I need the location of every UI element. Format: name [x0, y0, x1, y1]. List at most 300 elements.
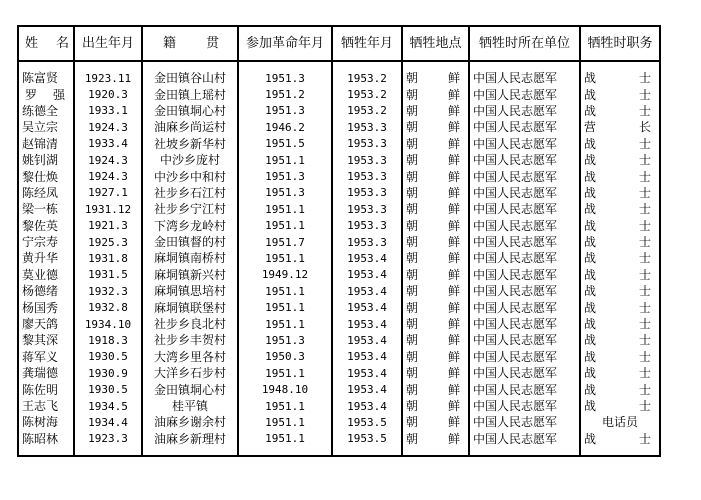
- cell-name: 黄升华: [18, 250, 74, 266]
- cell-unit: 中国人民志愿军: [469, 201, 580, 217]
- cell-name: [18, 86, 74, 102]
- spacer-cell: [580, 61, 660, 70]
- spread-char: 鲜: [447, 284, 460, 299]
- cell-joined: 1951.1: [238, 283, 332, 299]
- cell-unit: 中国人民志愿军: [469, 234, 580, 250]
- cell-name: 黎仕焕: [18, 168, 74, 184]
- cell-place: [402, 119, 469, 135]
- spread-char: 士: [638, 103, 651, 118]
- spread-char: 战: [584, 136, 597, 151]
- spread-char: 朝: [406, 399, 419, 413]
- cell-place-spread: [403, 269, 468, 281]
- cell-position-spread: [581, 121, 659, 133]
- cell-joined: 1951.7: [238, 234, 332, 250]
- cell-origin: 社步乡宁江村: [142, 201, 238, 217]
- cell-died: 1953.5: [332, 414, 402, 430]
- cell-died: 1953.4: [332, 283, 402, 299]
- cell-position: [580, 185, 660, 201]
- spread-char: 士: [638, 366, 651, 381]
- spread-char: 朝: [406, 120, 419, 135]
- cell-place: [402, 250, 469, 266]
- cell-position-spread: [581, 269, 659, 281]
- cell-origin: 大洋乡石步村: [142, 365, 238, 381]
- cell-place: [402, 70, 469, 86]
- cell-name: 陈昭林: [18, 431, 74, 447]
- cell-place-spread: [403, 367, 468, 379]
- cell-position-spread: [581, 138, 659, 150]
- cell-origin: 油麻乡谢余村: [142, 414, 238, 430]
- cell-place: [402, 381, 469, 397]
- spread-char: 战: [584, 251, 597, 266]
- cell-position-spread: [581, 252, 659, 264]
- cell-position-spread: [581, 318, 659, 330]
- cell-birth: 1931.5: [74, 267, 142, 283]
- spacer-cell: [469, 61, 580, 70]
- header-row: [18, 26, 660, 61]
- spread-char: 战: [584, 153, 597, 168]
- cell-died: 1953.4: [332, 349, 402, 365]
- cell-place-spread: [403, 384, 468, 396]
- cell-birth: 1931.8: [74, 250, 142, 266]
- cell-position: [580, 431, 660, 447]
- cell-origin: 麻垌镇思培村: [142, 283, 238, 299]
- spread-char: 罗: [25, 87, 38, 102]
- cell-origin: 麻垌镇新兴村: [142, 267, 238, 283]
- spread-char: 朝: [406, 71, 419, 86]
- spacer-cell: [74, 447, 142, 456]
- table-row: [18, 398, 660, 414]
- spread-char: 士: [638, 399, 651, 413]
- cell-place: [402, 431, 469, 447]
- spread-char: 朝: [406, 202, 419, 217]
- spread-char: 朝: [406, 349, 419, 364]
- cell-place-spread: [403, 89, 468, 101]
- spacer-cell: [580, 447, 660, 456]
- cell-place-spread: [403, 285, 468, 297]
- cell-name: 吴立宗: [18, 119, 74, 135]
- cell-died: 1953.4: [332, 365, 402, 381]
- cell-unit: 中国人民志愿军: [469, 414, 580, 430]
- spread-char: 士: [638, 235, 651, 250]
- cell-position: [580, 381, 660, 397]
- spacer-cell: [74, 61, 142, 70]
- spread-char: 士: [638, 431, 651, 446]
- spread-char: 朝: [406, 185, 419, 200]
- table-row: [18, 316, 660, 332]
- spread-char: 朝: [406, 366, 419, 381]
- cell-place: [402, 332, 469, 348]
- spread-char: 鲜: [447, 267, 460, 282]
- cell-place: [402, 398, 469, 414]
- spread-char: 士: [638, 251, 651, 266]
- spacer-cell: [332, 61, 402, 70]
- spread-char: 鲜: [447, 251, 460, 266]
- cell-joined: 1951.5: [238, 136, 332, 152]
- cell-died: 1953.3: [332, 201, 402, 217]
- cell-position-spread: [581, 220, 659, 232]
- cell-died: 1953.3: [332, 218, 402, 234]
- table-row: [18, 250, 660, 266]
- cell-position-spread: [581, 89, 659, 101]
- cell-joined: 1951.1: [238, 316, 332, 332]
- table-row: [18, 185, 660, 201]
- spread-char: 朝: [406, 317, 419, 332]
- spread-char: 朝: [406, 284, 419, 299]
- spread-char: 士: [638, 153, 651, 168]
- cell-unit: 中国人民志愿军: [469, 365, 580, 381]
- cell-place: [402, 185, 469, 201]
- spread-char: 战: [584, 333, 597, 348]
- spread-char: 鲜: [447, 185, 460, 200]
- table-row: [18, 283, 660, 299]
- cell-place-spread: [403, 400, 468, 412]
- cell-place: [402, 168, 469, 184]
- cell-place: [402, 349, 469, 365]
- cell-origin: 桂平镇: [142, 398, 238, 414]
- spread-char: 鲜: [447, 71, 460, 86]
- cell-position: [580, 267, 660, 283]
- spread-char: 战: [584, 202, 597, 217]
- spread-char: 鲜: [447, 153, 460, 168]
- spread-char: 朝: [406, 136, 419, 151]
- cell-unit: 中国人民志愿军: [469, 250, 580, 266]
- cell-place: [402, 365, 469, 381]
- cell-place-spread: [403, 187, 468, 199]
- cell-died: 1953.2: [332, 103, 402, 119]
- cell-position: [580, 218, 660, 234]
- cell-position-spread: [581, 154, 659, 166]
- cell-birth: 1924.3: [74, 119, 142, 135]
- cell-position-spread: [581, 285, 659, 297]
- cell-died: 1953.4: [332, 267, 402, 283]
- cell-birth: 1931.12: [74, 201, 142, 217]
- table-row: [18, 152, 660, 168]
- spread-char: 朝: [406, 235, 419, 250]
- cell-unit: 中国人民志愿军: [469, 349, 580, 365]
- spread-char: 朝: [406, 382, 419, 397]
- spread-char: 名: [55, 36, 69, 51]
- cell-died: 1953.3: [332, 152, 402, 168]
- cell-joined: 1950.3: [238, 349, 332, 365]
- cell-unit: 中国人民志愿军: [469, 119, 580, 135]
- table-row: [18, 86, 660, 102]
- cell-place-spread: [403, 105, 468, 117]
- cell-joined: 1951.1: [238, 250, 332, 266]
- spread-char: 朝: [406, 300, 419, 315]
- cell-position: [580, 283, 660, 299]
- cell-died: 1953.4: [332, 332, 402, 348]
- cell-unit: 中国人民志愿军: [469, 70, 580, 86]
- cell-birth: 1924.3: [74, 152, 142, 168]
- cell-origin: 中沙乡庞村: [142, 152, 238, 168]
- spread-char: 鲜: [447, 120, 460, 135]
- cell-origin: 金田镇谷山村: [142, 70, 238, 86]
- cell-position: [580, 349, 660, 365]
- cell-unit: 中国人民志愿军: [469, 381, 580, 397]
- cell-died: 1953.3: [332, 168, 402, 184]
- cell-place-spread: [403, 318, 468, 330]
- cell-origin: 中沙乡中和村: [142, 168, 238, 184]
- spread-char: 士: [638, 333, 651, 348]
- spread-char: 鲜: [447, 399, 460, 413]
- cell-place-spread: [403, 252, 468, 264]
- cell-name: 陈树海: [18, 414, 74, 430]
- spread-char: 朝: [406, 153, 419, 168]
- cell-joined: 1951.1: [238, 218, 332, 234]
- spread-char: 鲜: [447, 300, 460, 315]
- spread-char: 战: [584, 71, 597, 86]
- cell-died: 1953.4: [332, 250, 402, 266]
- table-row: [18, 119, 660, 135]
- cell-origin: 麻垌镇南桥村: [142, 250, 238, 266]
- spread-char: 姓: [25, 36, 39, 51]
- cell-name: 廖天鸽: [18, 316, 74, 332]
- cell-place: [402, 234, 469, 250]
- cell-died: 1953.3: [332, 136, 402, 152]
- spread-char: 战: [584, 349, 597, 364]
- cell-name: 王志飞: [18, 398, 74, 414]
- spread-char: 强: [52, 87, 65, 102]
- cell-name: 宁宗寿: [18, 234, 74, 250]
- cell-joined: 1951.1: [238, 201, 332, 217]
- cell-place-spread: [403, 72, 468, 84]
- spread-char: 战: [584, 235, 597, 250]
- cell-origin: 社坡乡新华村: [142, 136, 238, 152]
- cell-birth: 1923.3: [74, 431, 142, 447]
- cell-position-spread: [581, 203, 659, 215]
- cell-name: 龚瑞德: [18, 365, 74, 381]
- spread-char: 鲜: [447, 169, 460, 184]
- cell-birth: 1930.9: [74, 365, 142, 381]
- spread-char: 士: [638, 317, 651, 332]
- spread-char: 朝: [406, 333, 419, 348]
- header-name: [18, 26, 74, 61]
- header-position: 牺牲时职务: [580, 26, 660, 61]
- cell-place: [402, 283, 469, 299]
- cell-place-spread: [403, 351, 468, 363]
- cell-died: 1953.4: [332, 316, 402, 332]
- cell-birth: 1921.3: [74, 218, 142, 234]
- cell-origin: 社步乡丰贺村: [142, 332, 238, 348]
- spacer-cell: [469, 447, 580, 456]
- cell-joined: 1951.3: [238, 70, 332, 86]
- spread-char: 士: [638, 349, 651, 364]
- cell-origin: 金田镇垌心村: [142, 381, 238, 397]
- cell-position-spread: [581, 433, 659, 445]
- spread-char: 战: [584, 284, 597, 299]
- spread-char: 士: [638, 284, 651, 299]
- cell-position: [580, 119, 660, 135]
- cell-died: 1953.3: [332, 119, 402, 135]
- table-row: [18, 70, 660, 86]
- cell-unit: 中国人民志愿军: [469, 185, 580, 201]
- spacer-cell: [18, 61, 74, 70]
- cell-position-spread: [581, 105, 659, 117]
- cell-position: [580, 250, 660, 266]
- cell-name: 梁一栋: [18, 201, 74, 217]
- spread-char: 朝: [406, 431, 419, 446]
- martyr-record-table: [17, 25, 661, 457]
- cell-birth: 1925.3: [74, 234, 142, 250]
- cell-died: 1953.3: [332, 185, 402, 201]
- cell-died: 1953.2: [332, 70, 402, 86]
- cell-place: [402, 136, 469, 152]
- spread-char: 朝: [406, 218, 419, 233]
- cell-place: [402, 218, 469, 234]
- cell-place: [402, 267, 469, 283]
- cell-position-spread: [581, 187, 659, 199]
- table-row: [18, 103, 660, 119]
- spread-char: 士: [638, 382, 651, 397]
- header-name-text: [19, 37, 73, 50]
- cell-unit: 中国人民志愿军: [469, 267, 580, 283]
- cell-place: [402, 299, 469, 315]
- cell-name: 赵锦清: [18, 136, 74, 152]
- cell-birth: 1933.4: [74, 136, 142, 152]
- cell-birth: 1934.5: [74, 398, 142, 414]
- cell-birth: 1934.10: [74, 316, 142, 332]
- spread-char: 士: [638, 202, 651, 217]
- spread-char: 鲜: [447, 415, 460, 430]
- cell-position: [580, 152, 660, 168]
- cell-origin: 金田镇上瑶村: [142, 86, 238, 102]
- cell-origin: 金田镇督的村: [142, 234, 238, 250]
- header-birth: 出生年月: [74, 26, 142, 61]
- spread-char: 鲜: [447, 202, 460, 217]
- cell-place: [402, 86, 469, 102]
- header-place: 牺牲地点: [402, 26, 469, 61]
- cell-joined: 1951.1: [238, 299, 332, 315]
- cell-position: [580, 316, 660, 332]
- cell-birth: 1930.5: [74, 381, 142, 397]
- table-row: [18, 234, 660, 250]
- spread-char: 战: [584, 218, 597, 233]
- header-died: 牺牲年月: [332, 26, 402, 61]
- spread-char: 朝: [406, 103, 419, 118]
- cell-position: [580, 168, 660, 184]
- cell-unit: 中国人民志愿军: [469, 332, 580, 348]
- spread-char: 战: [584, 103, 597, 118]
- spread-char: 朝: [406, 87, 419, 102]
- cell-position-spread: [581, 384, 659, 396]
- cell-unit: 中国人民志愿军: [469, 103, 580, 119]
- cell-joined: 1951.3: [238, 185, 332, 201]
- cell-unit: 中国人民志愿军: [469, 398, 580, 414]
- spread-char: 战: [584, 300, 597, 315]
- spread-char: 鲜: [447, 431, 460, 446]
- cell-position-spread: [581, 72, 659, 84]
- cell-name-spread: [22, 89, 73, 101]
- cell-died: 1953.4: [332, 299, 402, 315]
- cell-position: [580, 70, 660, 86]
- table-row: [18, 267, 660, 283]
- cell-birth: 1933.1: [74, 103, 142, 119]
- cell-name: 杨德绪: [18, 283, 74, 299]
- cell-place: [402, 103, 469, 119]
- cell-joined: 1951.3: [238, 103, 332, 119]
- cell-position-spread: [581, 351, 659, 363]
- cell-joined: 1951.2: [238, 86, 332, 102]
- spread-char: 鲜: [447, 349, 460, 364]
- cell-position: [580, 365, 660, 381]
- cell-place-spread: [403, 302, 468, 314]
- cell-position: [580, 299, 660, 315]
- cell-origin: 社步乡良北村: [142, 316, 238, 332]
- header-joined: 参加革命年月: [238, 26, 332, 61]
- table-top-spacer: [18, 61, 660, 70]
- header-unit: 牺牲时所在单位: [469, 26, 580, 61]
- cell-died: 1953.5: [332, 431, 402, 447]
- cell-joined: 1951.3: [238, 332, 332, 348]
- cell-birth: 1923.11: [74, 70, 142, 86]
- spacer-cell: [142, 61, 238, 70]
- spread-char: 战: [584, 317, 597, 332]
- cell-died: 1953.4: [332, 381, 402, 397]
- cell-unit: 中国人民志愿军: [469, 152, 580, 168]
- cell-name: 陈经凤: [18, 185, 74, 201]
- cell-position: [580, 398, 660, 414]
- cell-place-spread: [403, 121, 468, 133]
- spread-char: 营: [584, 120, 597, 135]
- spread-char: 长: [638, 120, 651, 135]
- cell-origin: 大湾乡里各村: [142, 349, 238, 365]
- table-row: [18, 299, 660, 315]
- spread-char: 士: [638, 71, 651, 86]
- cell-unit: 中国人民志愿军: [469, 136, 580, 152]
- cell-position: [580, 136, 660, 152]
- table-row: [18, 381, 660, 397]
- spacer-cell: [332, 447, 402, 456]
- cell-position: [580, 103, 660, 119]
- table-row: [18, 168, 660, 184]
- cell-name: 黎其深: [18, 332, 74, 348]
- cell-origin: 社步乡石江村: [142, 185, 238, 201]
- header-origin: [142, 26, 238, 61]
- table-row: [18, 414, 660, 430]
- cell-name: 蒋军义: [18, 349, 74, 365]
- cell-position: [580, 201, 660, 217]
- spread-char: 战: [584, 366, 597, 381]
- table-row: [18, 332, 660, 348]
- spacer-cell: [142, 447, 238, 456]
- cell-place-spread: [403, 220, 468, 232]
- spread-char: 士: [638, 185, 651, 200]
- spread-char: 鲜: [447, 136, 460, 151]
- cell-joined: 1951.3: [238, 168, 332, 184]
- cell-position-spread: [581, 302, 659, 314]
- cell-died: 1953.3: [332, 234, 402, 250]
- cell-place: [402, 316, 469, 332]
- spread-char: 士: [638, 169, 651, 184]
- cell-unit: 中国人民志愿军: [469, 168, 580, 184]
- cell-unit: 中国人民志愿军: [469, 218, 580, 234]
- spread-char: 士: [638, 136, 651, 151]
- cell-unit: 中国人民志愿军: [469, 86, 580, 102]
- spread-char: 战: [584, 382, 597, 397]
- cell-joined: 1951.1: [238, 365, 332, 381]
- spread-char: 士: [638, 267, 651, 282]
- cell-position-spread: [581, 171, 659, 183]
- cell-birth: 1930.5: [74, 349, 142, 365]
- spread-char: 鲜: [447, 235, 460, 250]
- cell-unit: 中国人民志愿军: [469, 431, 580, 447]
- cell-position-spread: [581, 334, 659, 346]
- cell-name: 黎佐英: [18, 218, 74, 234]
- spread-char: 战: [584, 169, 597, 184]
- spread-char: 战: [584, 267, 597, 282]
- cell-position: [580, 234, 660, 250]
- spread-char: 朝: [406, 169, 419, 184]
